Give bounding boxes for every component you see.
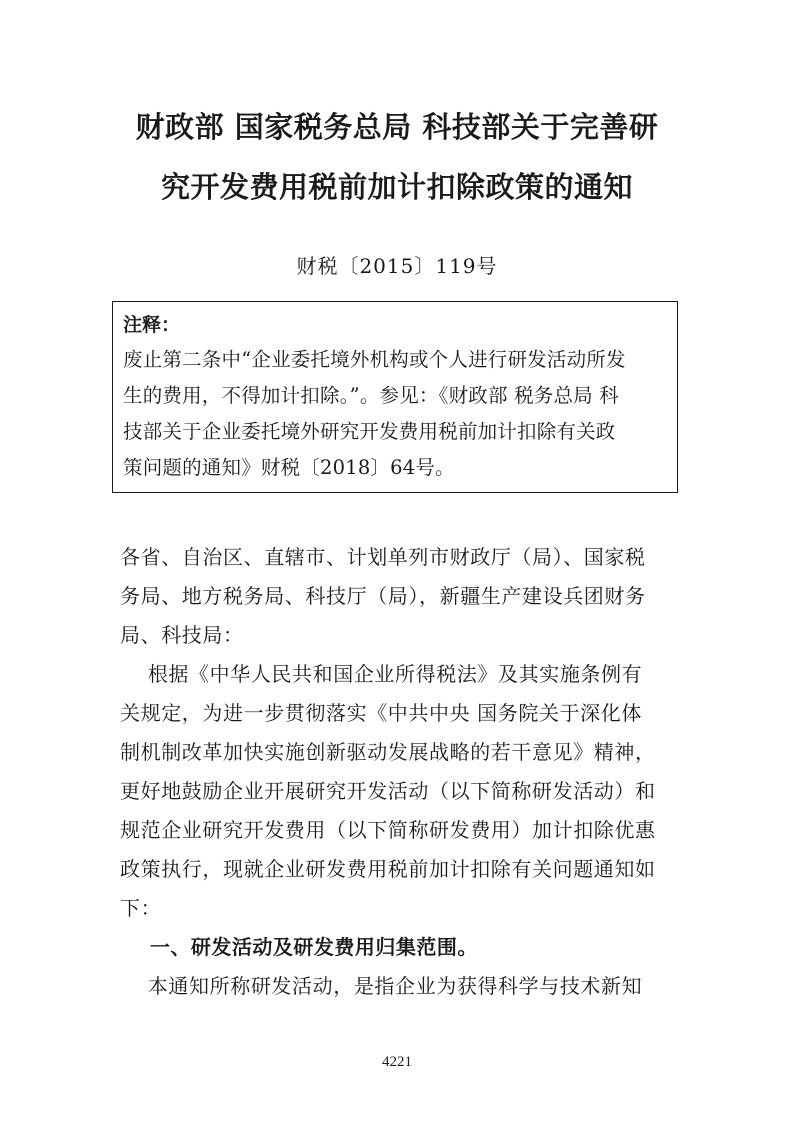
body-line: 务局、地方税务局、科技厅（局），新疆生产建设兵团财务 [120, 584, 646, 608]
annotation-line: 技部关于企业委托境外研究开发费用税前加计扣除有关政 [123, 420, 616, 443]
body-line: 局、科技局： [120, 623, 244, 647]
document-number: 财税〔2015〕119号 [296, 254, 498, 278]
annotation-line: 策问题的通知》财税〔2018〕64号。 [123, 456, 455, 479]
page-number: 4221 [382, 1054, 412, 1070]
body-line: 更好地鼓励企业开展研究开发活动（以下简称研发活动）和 [120, 779, 656, 803]
body-line: 规范企业研究开发费用（以下简称研发费用）加计扣除优惠 [120, 818, 656, 842]
body-line: 政策执行，现就企业研发费用税前加计扣除有关问题通知如 [120, 857, 656, 881]
annotation-line: 废止第二条中“企业委托境外机构或个人进行研发活动所发 [123, 348, 626, 371]
body-line: 各省、自治区、直辖市、计划单列市财政厅（局）、国家税 [120, 545, 646, 569]
document-title-line-1: 财政部 国家税务总局 科技部关于完善研 [135, 110, 659, 144]
section-heading: 一、研发活动及研发费用归集范围。 [120, 935, 478, 959]
body-line: 下： [120, 896, 162, 920]
document-title-line-2: 究开发费用税前加计扣除政策的通知 [160, 170, 633, 204]
annotation-box [112, 301, 678, 493]
body-line: 根据《中华人民共和国企业所得税法》及其实施条例有 [120, 662, 643, 686]
annotation-label: 注释： [123, 314, 181, 336]
body-line: 关规定，为进一步贯彻落实《中共中央 国务院关于深化体 [120, 701, 642, 725]
body-line: 本通知所称研发活动，是指企业为获得科学与技术新知 [120, 974, 643, 998]
body-line: 制机制改革加快实施创新驱动发展战略的若干意见》精神， [120, 740, 656, 764]
annotation-line: 生的费用，不得加计扣除。”。参见：《财政部 税务总局 科 [123, 384, 619, 407]
